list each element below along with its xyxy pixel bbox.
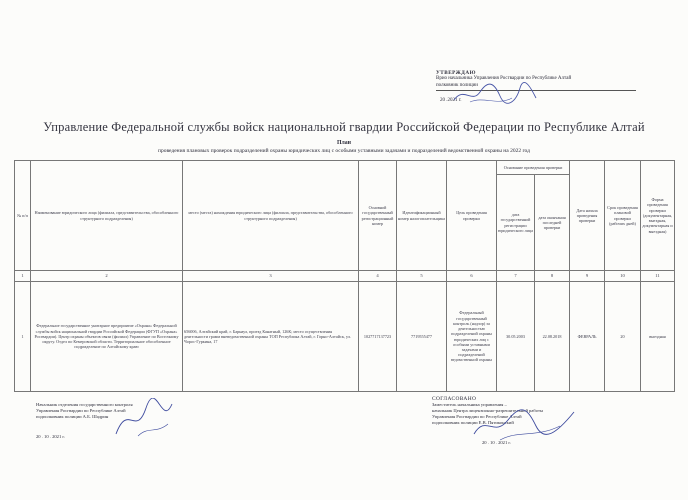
header-name: Наименование юридического лица (филиала, представительства, обособленного структурного подразделения) xyxy=(31,161,183,271)
row-number: 1 xyxy=(15,282,31,392)
signature-right-line3: Управления Росгвардии по Республике Алтай xyxy=(432,414,522,419)
col-number: 2 xyxy=(31,271,183,282)
signature-right-date: 20 . 10 . 2021 г. xyxy=(482,440,511,445)
col-number: 7 xyxy=(497,271,535,282)
col-number: 5 xyxy=(397,271,447,282)
left-signature-icon xyxy=(110,398,180,442)
col-number: 8 xyxy=(535,271,570,282)
header-start: Дата начала проведения проверки xyxy=(570,161,605,271)
signature-right-line2: начальник Центра лицензионно-разрешительной работы xyxy=(432,408,544,413)
signature-left-line1: Начальник отделения государственного контроля xyxy=(36,402,133,407)
row-goal: Федеральный государственный контроль (надзор) за деятельностью подразделений охраны юридических лиц с особыми уставными задачами и подразделений ведомственной охраны xyxy=(447,282,497,392)
col-number: 9 xyxy=(570,271,605,282)
header-goal: Цель проведения проверки xyxy=(447,161,497,271)
signature-right-line4: подполковник полиции Е.В. Пятиконский xyxy=(432,420,514,425)
header-address: место (места) нахождения юридического лица (филиала, представительства, обособленного структурного подразделения) xyxy=(183,161,359,271)
col-number: 10 xyxy=(605,271,641,282)
row-reg-date: 30.05.2003 xyxy=(497,282,535,392)
signature-left-date: 20 . 10 . 2021 г. xyxy=(36,434,65,439)
row-ogrn: 1027717137723 xyxy=(359,282,397,392)
header-duration: Срок проведения плановой проверки (рабочих дней) xyxy=(605,161,641,271)
row-duration: 20 xyxy=(605,282,641,392)
plan-heading: План xyxy=(337,140,351,146)
row-name: Федеральное государственное унитарное предприятие «Охрана» Федеральной службы войск национальной гвардии Российской Федерации (ФГУП «Охрана» Росгвардии). Центр охраны объектов связи (филиал) Управление по Восточному округу. Отдел по Кемеровской области. Территориальное обособленное подразделение по Алтайскому краю xyxy=(31,282,183,392)
signature-right-line1: Заместитель начальника управления – xyxy=(432,402,507,407)
row-form: выездная xyxy=(641,282,675,392)
header-inn: Идентификационный номер налогоплательщика xyxy=(397,161,447,271)
row-address: 656006, Алтайский край, г. Барнаул, проезд Канатный, 126К; место осуществления деятельности грамм вневедомственной охраны ТОП Республика Алтай, г. Горно-Алтайск, ул. Чорос-Гуркина, 17 xyxy=(183,282,359,392)
approval-heading: УТВЕРЖДАЮ xyxy=(436,70,476,76)
approval-date: 20 .2021 г. xyxy=(440,97,462,103)
col-number: 1 xyxy=(15,271,31,282)
header-reg-date: дата государственной регистрации юридического лица xyxy=(497,175,535,271)
row-last-check: 22.08.2018 xyxy=(535,282,570,392)
col-number: 6 xyxy=(447,271,497,282)
plan-subtitle: проведения плановых проверок подразделений охраны юридических лиц с особыми уставными задачами и подразделений ведомственной охраны на 2022 год xyxy=(158,148,530,154)
inspection-plan-table xyxy=(14,160,675,392)
signature-right-heading: СОГЛАСОВАНО xyxy=(432,396,477,402)
header-number: № п/п xyxy=(15,161,31,271)
signature-left-line2: Управления Росгвардии по Республике Алтай xyxy=(36,408,126,413)
col-number: 4 xyxy=(359,271,397,282)
approval-rank: полковник полиции xyxy=(436,83,636,91)
header-last-check: дата окончания последней проверки xyxy=(535,175,570,271)
col-number: 11 xyxy=(641,271,675,282)
row-inn: 7719555477 xyxy=(397,282,447,392)
col-number: 3 xyxy=(183,271,359,282)
approval-signature-icon xyxy=(450,78,540,108)
right-signature-icon xyxy=(470,404,580,444)
table-row xyxy=(15,282,675,392)
row-start: ФЕВРАЛЬ xyxy=(570,282,605,392)
signature-left-line3: подполковник полиции А.Б. Шадрин xyxy=(36,414,109,419)
header-form: Форма проведения проверки (документарная, выездная, документарная и выездная) xyxy=(641,161,675,271)
header-basis-group: Основание проведения проверки xyxy=(497,161,570,175)
organization-title: Управление Федеральной службы войск национальной гвардии Российской Федерации по Республике Алтай xyxy=(43,120,645,134)
header-ogrn: Основной государственный регистрационный номер xyxy=(359,161,397,271)
approval-position: Врио начальника Управления Росгвардии по Республике Алтай xyxy=(436,76,572,82)
